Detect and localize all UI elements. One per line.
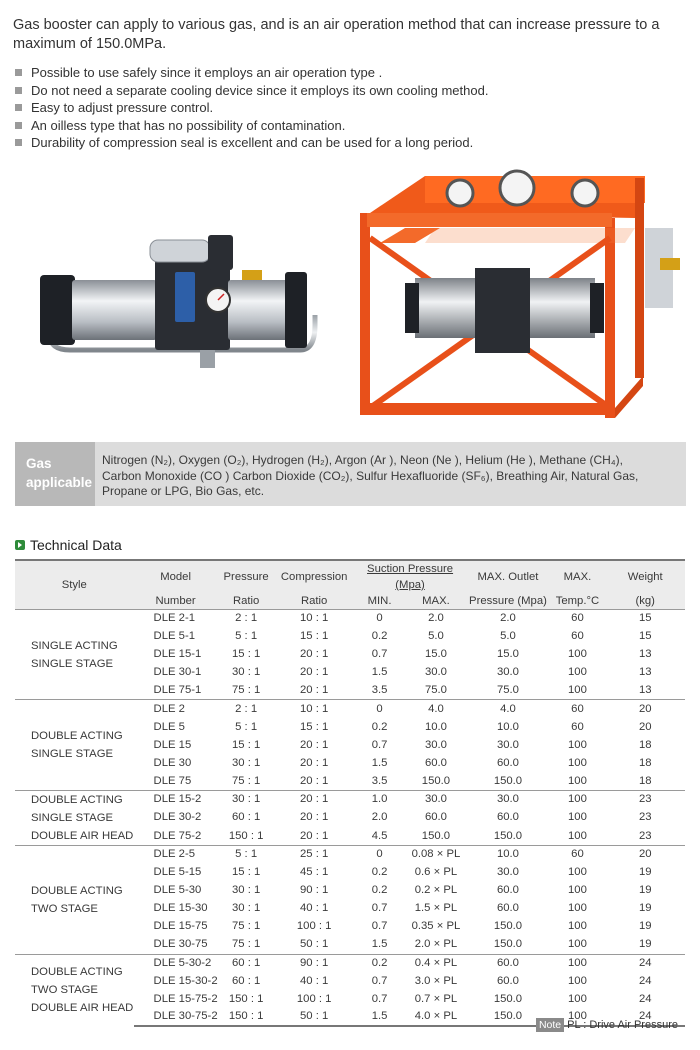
pressure-ratio-cell: 150 : 1 bbox=[228, 829, 264, 842]
compression-ratio-cell: 20 : 1 bbox=[300, 774, 329, 787]
header-weight: Weight bbox=[605, 560, 685, 593]
outlet-pressure-cell: 60.0 bbox=[496, 902, 519, 915]
suction-min-cell: 0.2 bbox=[354, 954, 406, 972]
table-group bbox=[15, 610, 685, 700]
model-cell: DLE 5-15 bbox=[153, 866, 202, 879]
suction-max-cell: 5.0 bbox=[428, 630, 444, 643]
style-cell bbox=[15, 610, 134, 700]
feature-item: Easy to adjust pressure control. bbox=[15, 99, 488, 117]
header-suction-min: MIN. bbox=[354, 593, 406, 610]
pressure-ratio-cell: 30 : 1 bbox=[232, 756, 261, 769]
table-row bbox=[15, 700, 685, 718]
outlet-pressure-cell: 2.0 bbox=[466, 610, 549, 628]
gas-booster-photo bbox=[10, 210, 330, 380]
suction-min-cell: 4.5 bbox=[371, 829, 388, 842]
suction-max-cell: 60.0 bbox=[424, 756, 447, 769]
model-cell: DLE 15-2 bbox=[134, 790, 218, 808]
compression-ratio-cell: 40 : 1 bbox=[300, 902, 329, 915]
bullet-square-icon bbox=[15, 69, 22, 76]
pressure-ratio-cell: 150 : 1 bbox=[228, 992, 264, 1005]
outlet-pressure-cell: 60.0 bbox=[466, 954, 549, 972]
pressure-ratio-cell: 60 : 1 bbox=[232, 811, 261, 824]
model-cell: DLE 30-75 bbox=[153, 938, 208, 951]
feature-item: Possible to use safely since it employs an air operation type . bbox=[15, 64, 488, 82]
model-cell: DLE 15-75-2 bbox=[153, 992, 218, 1005]
model-cell: DLE 2-5 bbox=[134, 845, 218, 863]
temp-cell: 100 bbox=[568, 902, 587, 915]
suction-max-cell: 4.0 bbox=[405, 700, 466, 718]
model-cell: DLE 15 bbox=[153, 738, 192, 751]
weight-cell: 20 bbox=[638, 720, 652, 733]
suction-max-cell: 30.0 bbox=[424, 738, 447, 751]
temp-cell: 100 bbox=[568, 974, 587, 987]
pressure-ratio-cell: 2 : 1 bbox=[218, 700, 275, 718]
pressure-ratio-cell: 15 : 1 bbox=[232, 648, 261, 661]
temp-cell: 100 bbox=[568, 811, 587, 824]
model-cell: DLE 2-1 bbox=[134, 610, 218, 628]
suction-min-cell: 0.2 bbox=[371, 720, 388, 733]
outlet-pressure-cell: 150.0 bbox=[493, 774, 523, 787]
suction-min-cell: 0.7 bbox=[371, 648, 388, 661]
style-cell bbox=[15, 954, 134, 1026]
outlet-pressure-cell: 10.0 bbox=[466, 845, 549, 863]
weight-cell: 24 bbox=[605, 954, 685, 972]
outlet-pressure-cell: 150.0 bbox=[493, 920, 523, 933]
temp-cell: 100 bbox=[568, 666, 587, 679]
outlet-pressure-cell: 150.0 bbox=[493, 992, 523, 1005]
suction-min-cell: 0.7 bbox=[371, 902, 388, 915]
header-outlet-sub: Pressure (Mpa) bbox=[466, 593, 549, 610]
pressure-ratio-cell: 2 : 1 bbox=[218, 610, 275, 628]
model-cell: DLE 75-2 bbox=[153, 829, 202, 842]
style-line: DOUBLE ACTING bbox=[31, 793, 123, 806]
feature-list bbox=[15, 64, 488, 152]
header-model: Model bbox=[134, 560, 218, 593]
compression-ratio-cell: 90 : 1 bbox=[300, 884, 329, 897]
weight-cell: 20 bbox=[605, 845, 685, 863]
footnote bbox=[536, 1018, 678, 1032]
weight-cell: 15 bbox=[605, 610, 685, 628]
compression-ratio-cell: 100 : 1 bbox=[296, 920, 332, 933]
booster-system-photo bbox=[345, 158, 690, 423]
temp-cell: 60 bbox=[549, 610, 605, 628]
model-cell: DLE 5 bbox=[153, 720, 185, 733]
header-suction: Suction Pressure (Mpa) bbox=[354, 560, 467, 593]
suction-max-cell: 30.0 bbox=[405, 790, 466, 808]
outlet-pressure-cell: 4.0 bbox=[466, 700, 549, 718]
model-cell: DLE 15-1 bbox=[153, 648, 202, 661]
pressure-ratio-cell: 75 : 1 bbox=[232, 920, 261, 933]
temp-cell: 100 bbox=[568, 774, 587, 787]
compression-ratio-cell: 90 : 1 bbox=[275, 954, 354, 972]
header-pressure: Pressure bbox=[218, 560, 275, 593]
outlet-pressure-cell: 150.0 bbox=[493, 938, 523, 951]
suction-min-cell: 2.0 bbox=[371, 811, 388, 824]
header-style: Style bbox=[15, 560, 134, 610]
weight-cell: 20 bbox=[605, 700, 685, 718]
suction-min-cell: 3.5 bbox=[371, 684, 388, 697]
style-cell bbox=[15, 700, 134, 790]
model-cell: DLE 30-75-2 bbox=[134, 1008, 218, 1026]
suction-min-cell: 0.2 bbox=[371, 884, 388, 897]
suction-max-cell: 2.0 × PL bbox=[414, 938, 458, 951]
style-cell bbox=[15, 790, 134, 845]
weight-cell: 23 bbox=[638, 829, 652, 842]
temp-cell: 60 bbox=[571, 720, 584, 733]
compression-ratio-cell: 20 : 1 bbox=[300, 684, 329, 697]
pressure-ratio-cell: 75 : 1 bbox=[232, 684, 261, 697]
temp-cell: 100 bbox=[549, 790, 605, 808]
outlet-pressure-cell: 60.0 bbox=[496, 974, 519, 987]
pressure-ratio-cell: 15 : 1 bbox=[232, 738, 261, 751]
weight-cell: 23 bbox=[605, 790, 685, 808]
header-model-sub: Number bbox=[134, 593, 218, 610]
outlet-pressure-cell: 30.0 bbox=[496, 866, 519, 879]
style-line: SINGLE ACTING bbox=[31, 639, 118, 652]
pressure-ratio-cell: 30 : 1 bbox=[218, 790, 275, 808]
pressure-ratio-cell: 60 : 1 bbox=[232, 974, 261, 987]
model-cell: DLE 75 bbox=[153, 774, 192, 787]
outlet-pressure-cell: 150.0 bbox=[493, 829, 523, 842]
bullet-square-icon bbox=[15, 87, 22, 94]
feature-item: Do not need a separate cooling device since it employs its own cooling method. bbox=[15, 82, 488, 100]
temp-cell: 100 bbox=[549, 1008, 605, 1026]
weight-cell: 19 bbox=[638, 902, 652, 915]
pressure-ratio-cell: 5 : 1 bbox=[218, 845, 275, 863]
suction-min-cell: 0 bbox=[354, 610, 406, 628]
compression-ratio-cell: 50 : 1 bbox=[300, 938, 329, 951]
pressure-ratio-cell: 30 : 1 bbox=[232, 902, 261, 915]
compression-ratio-cell: 20 : 1 bbox=[300, 811, 329, 824]
suction-min-cell: 0.7 bbox=[371, 974, 388, 987]
suction-max-cell: 2.0 bbox=[405, 610, 466, 628]
suction-min-cell: 0.2 bbox=[371, 630, 388, 643]
bullet-square-icon bbox=[15, 104, 22, 111]
weight-cell: 19 bbox=[638, 938, 652, 951]
table-row bbox=[15, 954, 685, 972]
outlet-pressure-cell: 30.0 bbox=[496, 666, 519, 679]
suction-min-cell: 0 bbox=[354, 700, 406, 718]
compression-ratio-cell: 100 : 1 bbox=[296, 992, 332, 1005]
outlet-pressure-cell: 75.0 bbox=[496, 684, 519, 697]
header-pressure-sub: Ratio bbox=[218, 593, 275, 610]
style-line: DOUBLE AIR HEAD bbox=[31, 1002, 134, 1015]
outlet-pressure-cell: 30.0 bbox=[466, 790, 549, 808]
suction-min-cell: 1.5 bbox=[354, 1008, 406, 1026]
temp-cell: 100 bbox=[568, 684, 587, 697]
header-temp-sub: Temp.°C bbox=[549, 593, 605, 610]
pressure-ratio-cell: 75 : 1 bbox=[232, 774, 261, 787]
compression-ratio-cell: 20 : 1 bbox=[300, 648, 329, 661]
suction-min-cell: 0.7 bbox=[371, 992, 388, 1005]
compression-ratio-cell: 25 : 1 bbox=[275, 845, 354, 863]
style-line: TWO STAGE bbox=[31, 902, 98, 915]
pressure-ratio-cell: 5 : 1 bbox=[235, 720, 258, 733]
bullet-square-icon bbox=[15, 122, 22, 129]
suction-min-cell: 0 bbox=[354, 845, 406, 863]
section-arrow-icon bbox=[15, 540, 25, 550]
technical-data-table bbox=[15, 559, 685, 1027]
note-text: PL : Drive Air Pressure bbox=[567, 1019, 678, 1031]
header-suction-max: MAX. bbox=[405, 593, 466, 610]
compression-ratio-cell: 20 : 1 bbox=[300, 756, 329, 769]
weight-cell: 19 bbox=[638, 920, 652, 933]
weight-cell: 19 bbox=[638, 884, 652, 897]
temp-cell: 100 bbox=[568, 756, 587, 769]
model-cell: DLE 2 bbox=[134, 700, 218, 718]
model-cell: DLE 5-30 bbox=[153, 884, 202, 897]
weight-cell: 18 bbox=[638, 738, 652, 751]
weight-cell: 13 bbox=[638, 666, 652, 679]
outlet-pressure-cell: 60.0 bbox=[496, 811, 519, 824]
model-cell: DLE 30 bbox=[153, 756, 192, 769]
weight-cell: 13 bbox=[638, 648, 652, 661]
compression-ratio-cell: 40 : 1 bbox=[300, 974, 329, 987]
compression-ratio-cell: 10 : 1 bbox=[275, 610, 354, 628]
pressure-ratio-cell: 150 : 1 bbox=[218, 1008, 275, 1026]
weight-cell: 24 bbox=[638, 974, 652, 987]
section-title: Technical Data bbox=[15, 537, 122, 553]
compression-ratio-cell: 20 : 1 bbox=[275, 790, 354, 808]
compression-ratio-cell: 20 : 1 bbox=[300, 738, 329, 751]
temp-cell: 100 bbox=[568, 920, 587, 933]
suction-max-cell: 0.35 × PL bbox=[411, 920, 461, 933]
temp-cell: 100 bbox=[568, 738, 587, 751]
model-cell: DLE 5-30-2 bbox=[134, 954, 218, 972]
suction-min-cell: 0.7 bbox=[371, 920, 388, 933]
compression-ratio-cell: 50 : 1 bbox=[275, 1008, 354, 1026]
compression-ratio-cell: 10 : 1 bbox=[275, 700, 354, 718]
suction-max-cell: 1.5 × PL bbox=[414, 902, 458, 915]
note-tag: Note bbox=[536, 1018, 564, 1032]
compression-ratio-cell: 15 : 1 bbox=[300, 630, 329, 643]
style-cell bbox=[15, 845, 134, 954]
suction-max-cell: 150.0 bbox=[421, 774, 451, 787]
style-line: SINGLE STAGE bbox=[31, 748, 114, 761]
table-row bbox=[15, 845, 685, 863]
suction-min-cell: 1.0 bbox=[354, 790, 406, 808]
header-outlet: MAX. Outlet bbox=[466, 560, 549, 593]
suction-max-cell: 3.0 × PL bbox=[414, 974, 458, 987]
suction-max-cell: 0.4 × PL bbox=[405, 954, 466, 972]
temp-cell: 100 bbox=[568, 648, 587, 661]
temp-cell: 60 bbox=[549, 700, 605, 718]
temp-cell: 60 bbox=[571, 630, 584, 643]
suction-max-cell: 0.2 × PL bbox=[414, 884, 458, 897]
suction-max-cell: 0.7 × PL bbox=[414, 992, 458, 1005]
compression-ratio-cell: 45 : 1 bbox=[300, 866, 329, 879]
weight-cell: 18 bbox=[638, 774, 652, 787]
suction-max-cell: 0.08 × PL bbox=[405, 845, 466, 863]
style-line: DOUBLE AIR HEAD bbox=[31, 829, 134, 842]
style-line: DOUBLE ACTING bbox=[31, 730, 123, 743]
header-compression-sub: Ratio bbox=[275, 593, 354, 610]
pressure-ratio-cell: 15 : 1 bbox=[232, 866, 261, 879]
suction-min-cell: 0.2 bbox=[371, 866, 388, 879]
style-line: DOUBLE ACTING bbox=[31, 966, 123, 979]
model-cell: DLE 5-1 bbox=[153, 630, 195, 643]
compression-ratio-cell: 15 : 1 bbox=[300, 720, 329, 733]
bullet-square-icon bbox=[15, 139, 22, 146]
temp-cell: 100 bbox=[568, 884, 587, 897]
temp-cell: 100 bbox=[568, 829, 587, 842]
model-cell: DLE 30-2 bbox=[153, 811, 202, 824]
suction-max-cell: 75.0 bbox=[424, 684, 447, 697]
gas-applicable-list: Nitrogen (N₂), Oxygen (O₂), Hydrogen (H₂), Argon (Ar ), Neon (Ne ), Helium (He ), Methane (CH₄), Carbon Monoxide (CO ) Carbon Dioxide (CO₂), Sulfur Hexafluoride (SF₆), Breathing Air, Natural Gas, Propane or LPG, Bio Gas, etc. bbox=[102, 453, 639, 498]
temp-cell: 100 bbox=[568, 992, 587, 1005]
suction-max-cell: 10.0 bbox=[424, 720, 447, 733]
weight-cell: 18 bbox=[638, 756, 652, 769]
weight-cell: 13 bbox=[638, 684, 652, 697]
suction-max-cell: 0.6 × PL bbox=[414, 866, 458, 879]
weight-cell: 24 bbox=[638, 992, 652, 1005]
temp-cell: 100 bbox=[568, 866, 587, 879]
suction-min-cell: 3.5 bbox=[371, 774, 388, 787]
table-row bbox=[15, 610, 685, 628]
feature-item: An oilless type that has no possibility of contamination. bbox=[15, 117, 488, 135]
pressure-ratio-cell: 30 : 1 bbox=[232, 884, 261, 897]
intro-text: Gas booster can apply to various gas, and is an air operation method that can increase pressure to a maximum of 150.0MPa. bbox=[13, 17, 660, 52]
table-group bbox=[15, 700, 685, 790]
gas-applicable-label: Gas applicable bbox=[15, 442, 95, 506]
style-line: TWO STAGE bbox=[31, 984, 98, 997]
style-line: DOUBLE ACTING bbox=[31, 884, 123, 897]
model-cell: DLE 15-75 bbox=[153, 920, 208, 933]
suction-max-cell: 60.0 bbox=[424, 811, 447, 824]
header-weight-sub: (kg) bbox=[605, 593, 685, 610]
suction-min-cell: 0.7 bbox=[371, 738, 388, 751]
table-group bbox=[15, 790, 685, 845]
table-row bbox=[15, 790, 685, 808]
pressure-ratio-cell: 30 : 1 bbox=[232, 666, 261, 679]
pressure-ratio-cell: 75 : 1 bbox=[232, 938, 261, 951]
gas-applicable-box bbox=[15, 442, 686, 506]
suction-max-cell: 30.0 bbox=[424, 666, 447, 679]
temp-cell: 60 bbox=[549, 845, 605, 863]
outlet-pressure-cell: 10.0 bbox=[496, 720, 519, 733]
compression-ratio-cell: 20 : 1 bbox=[300, 829, 329, 842]
table-group bbox=[15, 845, 685, 954]
suction-max-cell: 150.0 bbox=[421, 829, 451, 842]
outlet-pressure-cell: 30.0 bbox=[496, 738, 519, 751]
model-cell: DLE 15-30-2 bbox=[153, 974, 218, 987]
pressure-ratio-cell: 60 : 1 bbox=[218, 954, 275, 972]
pressure-ratio-cell: 5 : 1 bbox=[235, 630, 258, 643]
compression-ratio-cell: 20 : 1 bbox=[300, 666, 329, 679]
suction-min-cell: 1.5 bbox=[371, 938, 388, 951]
weight-cell: 15 bbox=[638, 630, 652, 643]
suction-max-cell: 4.0 × PL bbox=[405, 1008, 466, 1026]
suction-max-cell: 15.0 bbox=[424, 648, 447, 661]
suction-min-cell: 1.5 bbox=[371, 756, 388, 769]
feature-item: Durability of compression seal is excellent and can be used for a long period. bbox=[15, 134, 488, 152]
temp-cell: 100 bbox=[549, 954, 605, 972]
outlet-pressure-cell: 150.0 bbox=[466, 1008, 549, 1026]
model-cell: DLE 30-1 bbox=[153, 666, 202, 679]
table-group bbox=[15, 954, 685, 1026]
header-temp: MAX. bbox=[549, 560, 605, 593]
style-line: SINGLE STAGE bbox=[31, 657, 114, 670]
weight-cell: 23 bbox=[638, 811, 652, 824]
outlet-pressure-cell: 15.0 bbox=[496, 648, 519, 661]
style-line: SINGLE STAGE bbox=[31, 811, 114, 824]
weight-cell: 24 bbox=[605, 1008, 685, 1026]
suction-min-cell: 1.5 bbox=[371, 666, 388, 679]
outlet-pressure-cell: 5.0 bbox=[500, 630, 516, 643]
header-compression: Compression bbox=[275, 560, 354, 593]
weight-cell: 19 bbox=[638, 866, 652, 879]
outlet-pressure-cell: 60.0 bbox=[496, 884, 519, 897]
temp-cell: 100 bbox=[568, 938, 587, 951]
model-cell: DLE 15-30 bbox=[153, 902, 208, 915]
model-cell: DLE 75-1 bbox=[153, 684, 202, 697]
outlet-pressure-cell: 60.0 bbox=[496, 756, 519, 769]
